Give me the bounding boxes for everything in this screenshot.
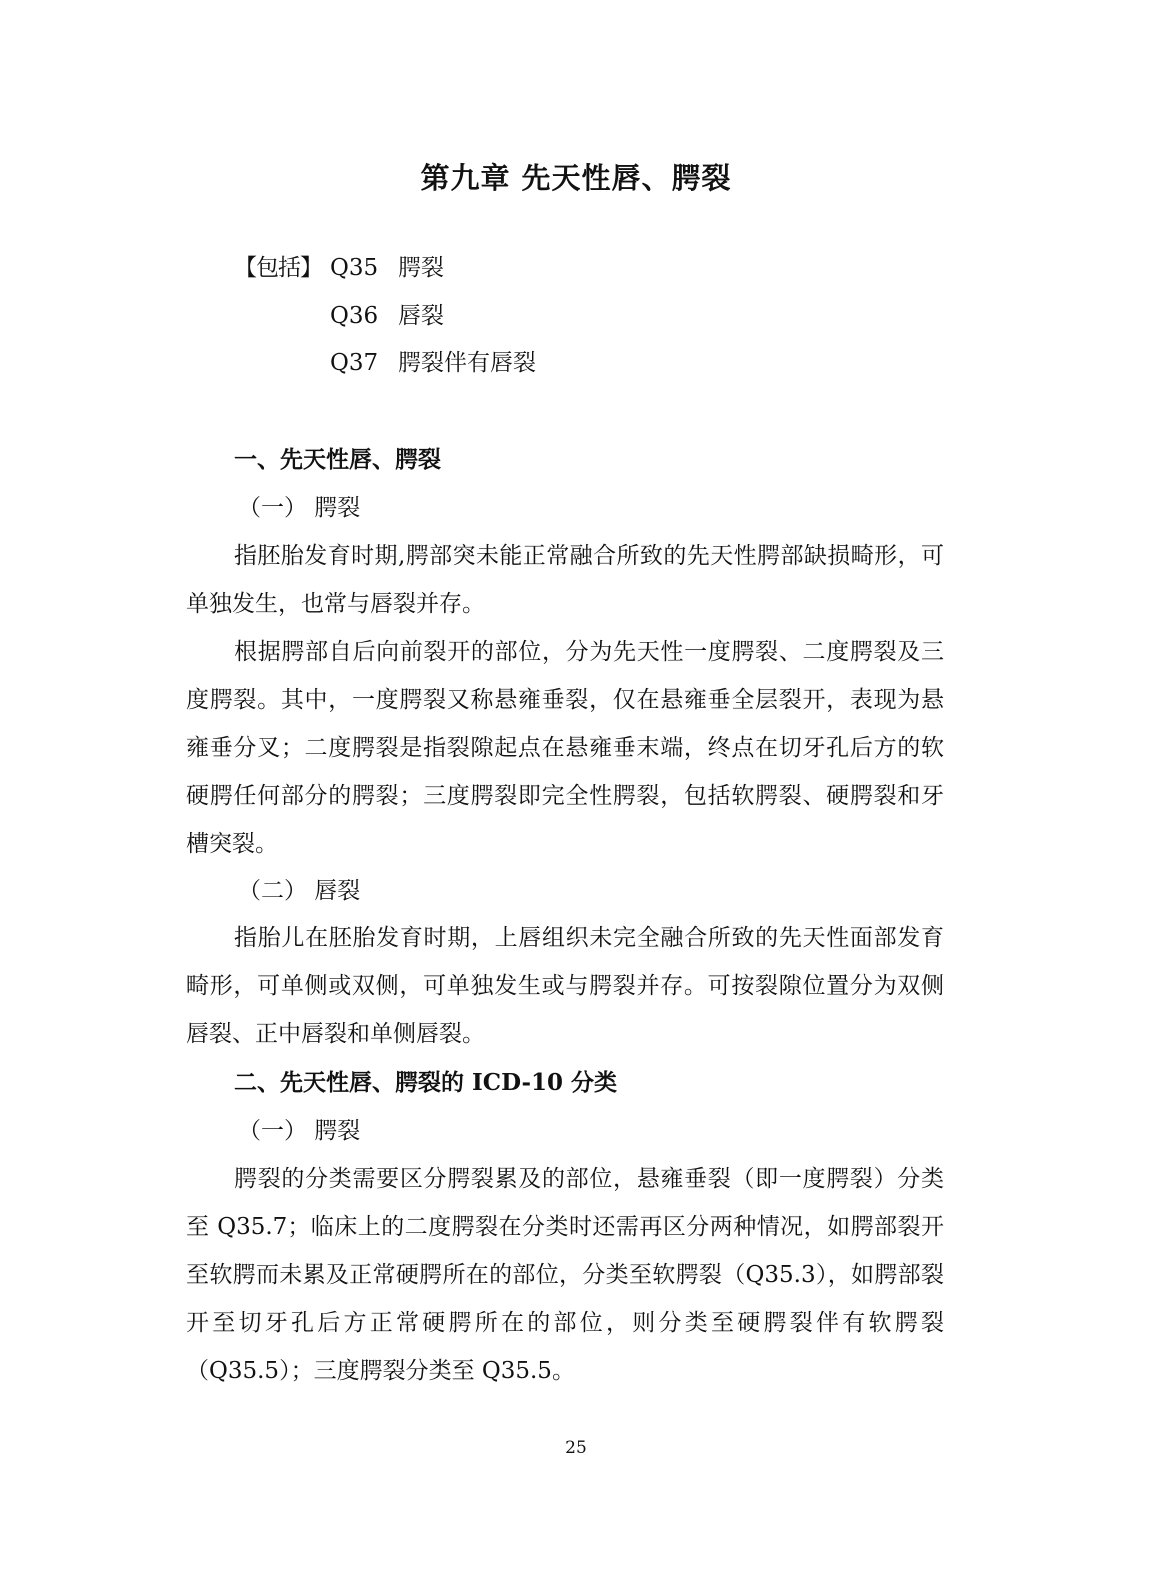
paragraph: 指胚胎发育时期,腭部突未能正常融合所致的先天性腭部缺损畸形，可单独发生，也常与唇裂并存。 [186,543,944,617]
include-name: 腭裂 [398,255,444,281]
paragraph: 腭裂的分类需要区分腭裂累及的部位，悬雍垂裂（即一度腭裂）分类至 Q35.7；临床上的二度腭裂在分类时还需再区分两种情况，如腭部裂开至软腭而未累及正常硬腭所在的部位，分类至软腭裂（Q35.3），如腭部裂开至切牙孔后方正常硬腭所在的部位，则分类至硬腭裂伴有软腭裂（Q35.5）；三度腭裂分类至 Q35.5。 [186,1166,944,1384]
subsection-heading: （二） 唇裂 [238,878,361,904]
include-item [234,347,536,379]
section-heading: 一、先天性唇、腭裂 [234,446,441,473]
include-label: 【包括】 [234,255,322,281]
chapter-title: 第九章 先天性唇、腭裂 [420,161,732,195]
include-item [234,300,444,332]
include-code: Q35 [330,255,379,281]
subsection-heading: （一） 腭裂 [238,495,361,521]
include-item [234,252,444,284]
section-heading: 二、先天性唇、腭裂的 ICD-10 分类 [234,1069,618,1096]
paragraph: 指胎儿在胚胎发育时期，上唇组织未完全融合所致的先天性面部发育畸形，可单侧或双侧，可单独发生或与腭裂并存。可按裂隙位置分为双侧唇裂、正中唇裂和单侧唇裂。 [186,925,944,1047]
subsection-heading: （一） 腭裂 [238,1118,361,1144]
page-number: 25 [565,1438,587,1458]
include-name: 腭裂伴有唇裂 [398,350,536,376]
include-code: Q36 [330,303,379,329]
include-name: 唇裂 [398,303,444,329]
paragraph: 根据腭部自后向前裂开的部位，分为先天性一度腭裂、二度腭裂及三度腭裂。其中，一度腭裂又称悬雍垂裂，仅在悬雍垂全层裂开，表现为悬雍垂分叉；二度腭裂是指裂隙起点在悬雍垂末端，终点在切牙孔后方的软硬腭任何部分的腭裂；三度腭裂即完全性腭裂，包括软腭裂、硬腭裂和牙槽突裂。 [186,639,944,857]
include-code: Q37 [330,350,379,376]
